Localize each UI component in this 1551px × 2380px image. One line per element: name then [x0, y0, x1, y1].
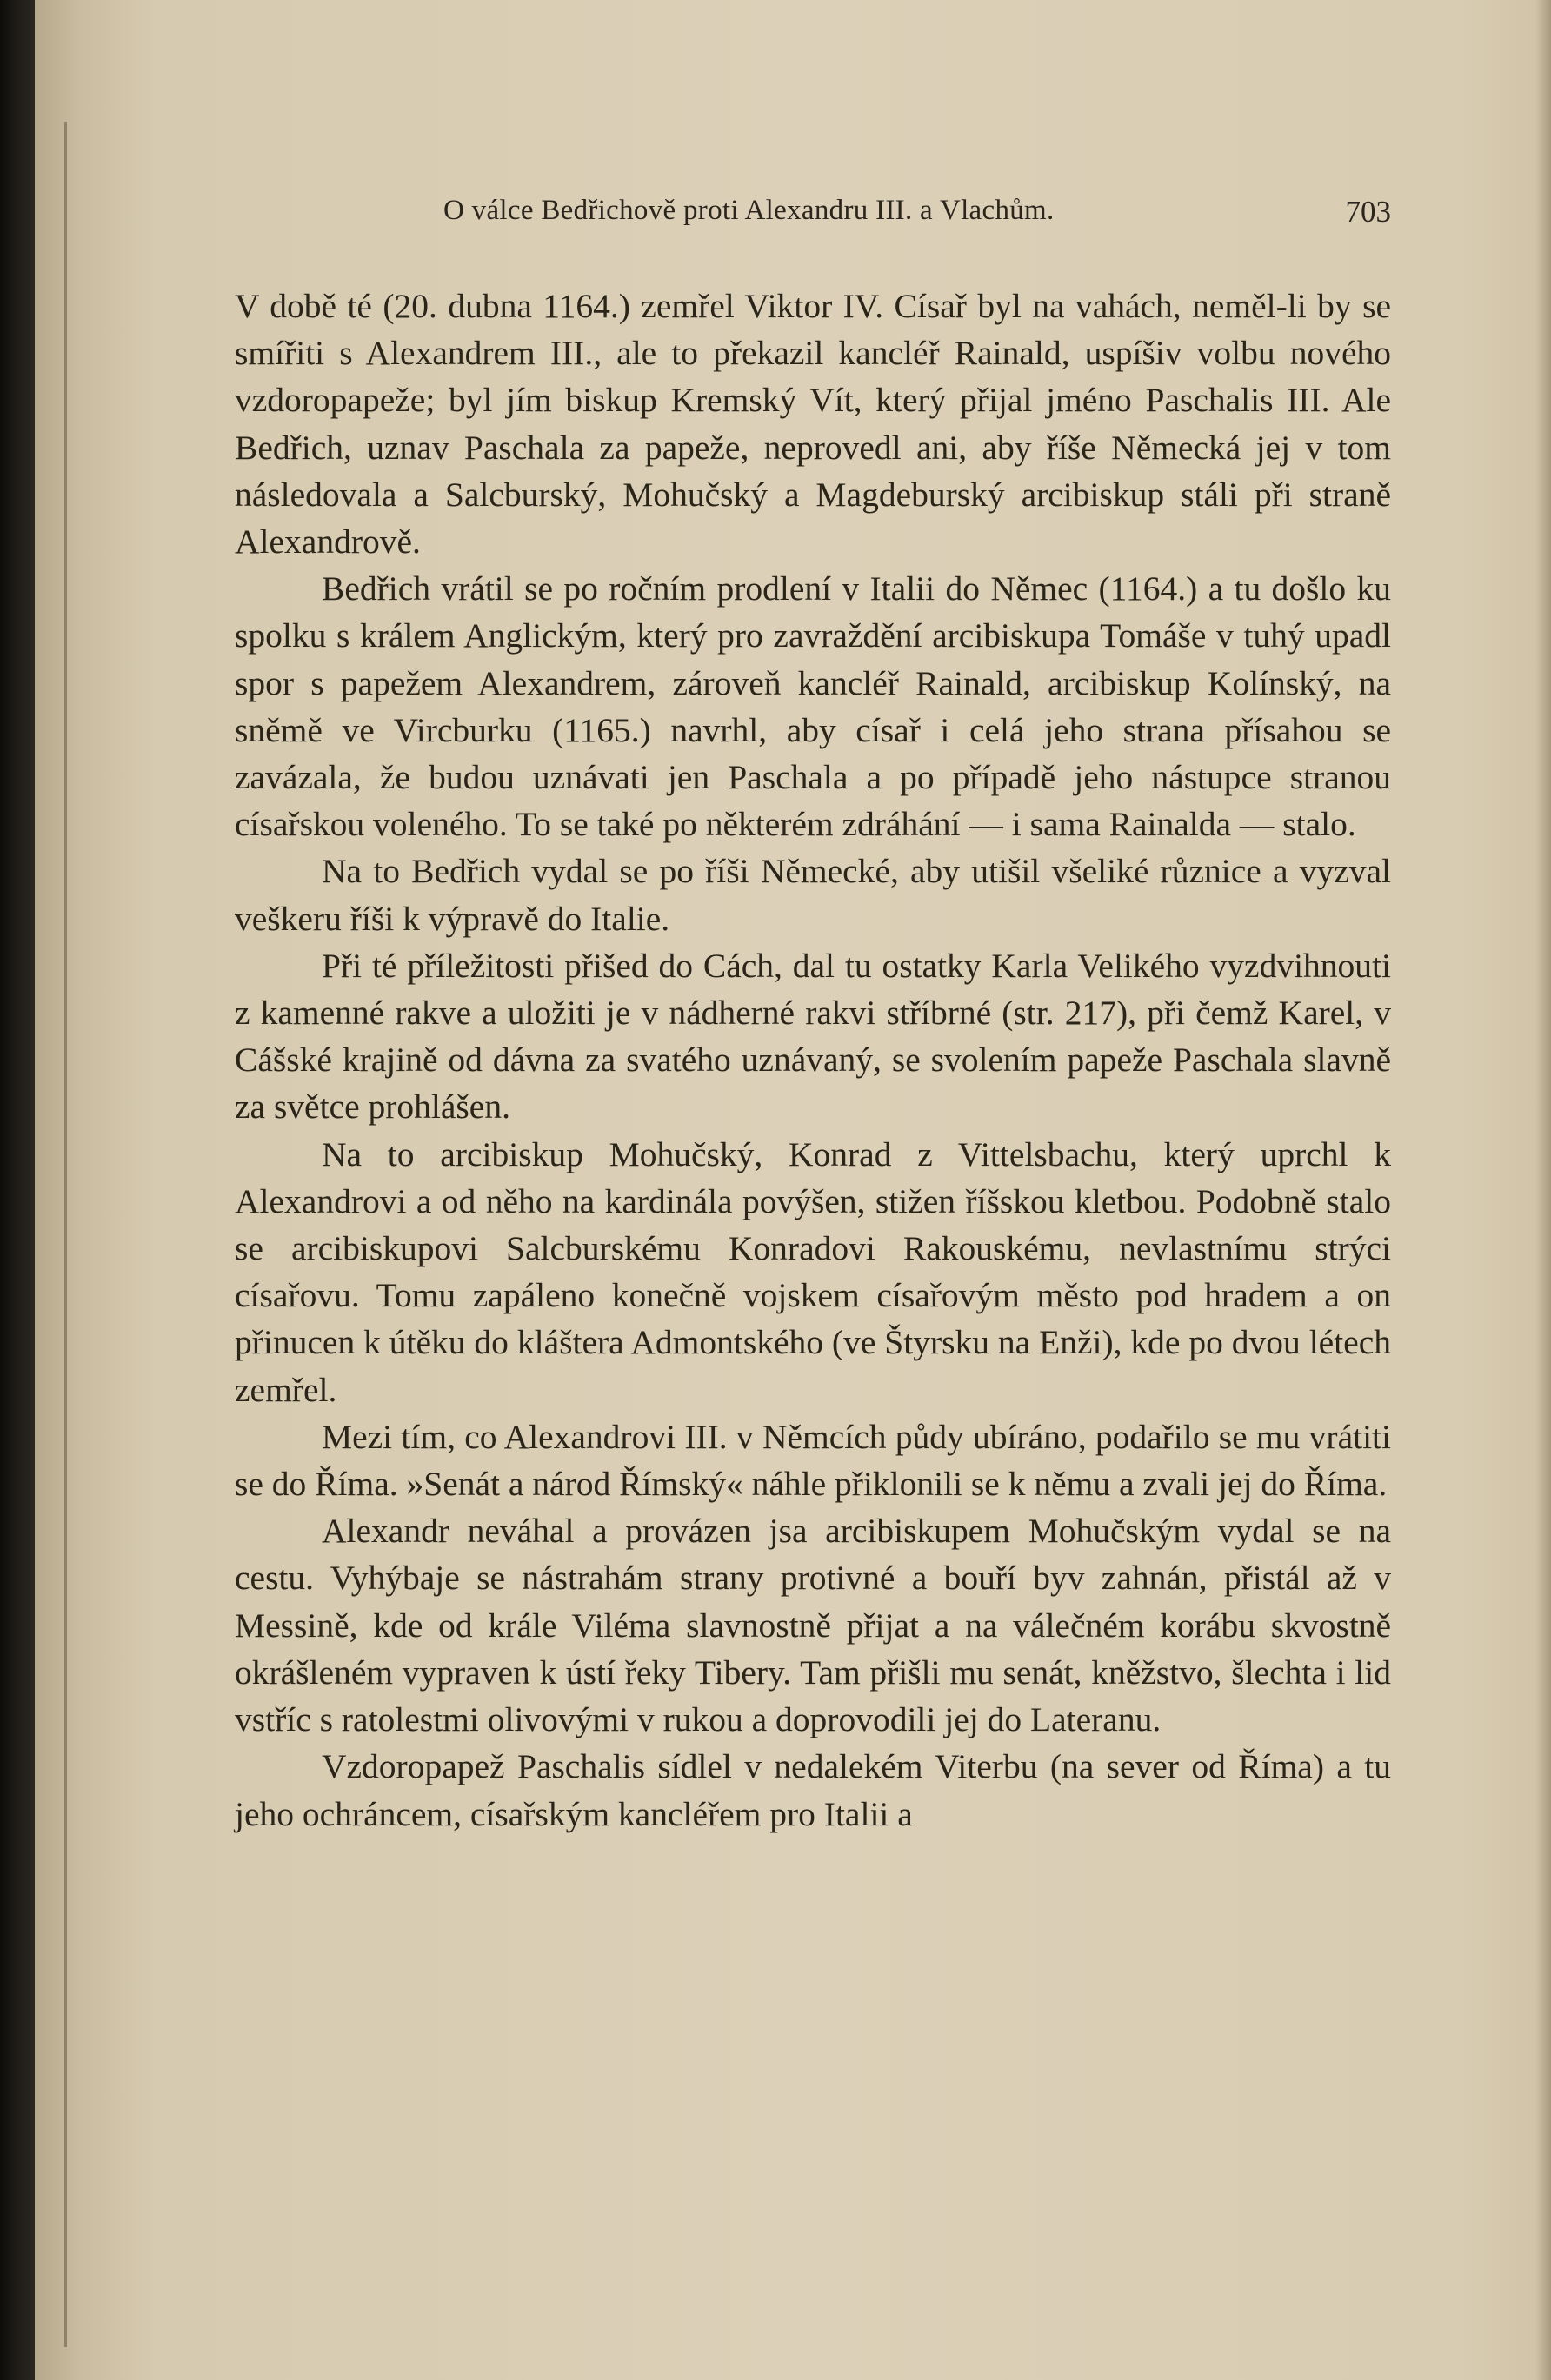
paragraph: Vzdoropapež Paschalis sídlel v nedalekém Viterbu (na sever od Říma) a tu jeho ochráncem, císařským kancléřem pro Italii a — [235, 1747, 1391, 1833]
running-title: O válce Bedřichově proti Alexandru III. a Vlachům. — [443, 195, 1055, 226]
book-page — [35, 0, 1551, 2380]
body-text — [235, 283, 1391, 1838]
paragraph: Alexandr neváhal a provázen jsa arcibiskupem Mohučským vydal se na cestu. Vyhýbaje se nástrahám strany protivné a bouří byv zahnán, přistál až v Messině, kde od krále Viléma slavnostně přijat a na válečném korábu skvostně okrášleném vypraven k ústí řeky Tibery. Tam přišli mu senát, kněžstvo, šlechta i lid vstříc s ratolestmi olivovými v rukou a doprovodili jej do Lateranu. — [235, 1512, 1391, 1739]
book-spine — [0, 0, 35, 2380]
paragraph: Mezi tím, co Alexandrovi III. v Němcích půdy ubíráno, podařilo se mu vrátiti se do Říma. »Senát a národ Římský« náhle přiklonili se k němu a zvali jej do Říma. — [235, 1417, 1391, 1504]
page-edge-shadow — [1535, 0, 1551, 2380]
paragraph: V době té (20. dubna 1164.) zemřel Viktor IV. Císař byl na vahách, neměl-li by se smířiti s Alexandrem III., ale to překazil kancléř Rainald, uspíšiv volbu nového vzdoropapeže; byl jím biskup Kremský Vít, který přijal jméno Paschalis III. Ale Bedřich, uznav Paschala za papeže, neprovedl ani, aby říše Německá jej v tom následovala a Salcburský, Mohučský a Magdeburský arcibiskup stáli při straně Alexandrově. — [235, 287, 1391, 562]
paragraph: Bedřich vrátil se po ročním prodlení v Italii do Němec (1164.) a tu došlo ku spolku s králem Anglickým, který pro zavraždění arcibiskupa Tomáše v tuhý upadl spor s papežem Alexandrem, zároveň kancléř Rainald, arcibiskup Kolínský, na sněmě ve Vircburku (1165.) navrhl, aby císař i celá jeho strana přísahou se zavázala, že budou uznávati jen Paschala a po případě jeho nástupce stranou císařskou voleného. To se také po některém zdráhání — i sama Rainalda — stalo. — [235, 569, 1391, 844]
paragraph: Při té příležitosti přišed do Cách, dal tu ostatky Karla Velikého vyzdvihnouti z kamenné rakve a uložiti je v nádherné rakvi stříbrné (str. 217), při čemž Karel, v Cášské krajině od dávna za svatého uznávaný, se svolením papeže Paschala slavně za světce prohlášen. — [235, 946, 1391, 1127]
paragraph: Na to arcibiskup Mohučský, Konrad z Vittelsbachu, který uprchl k Alexandrovi a od něho na kardinála povýšen, stižen říšskou kletbou. Podobně stalo se arcibiskupovi Salcburskému Konradovi Rakouskému, nevlastnímu strýci císařovu. Tomu zapáleno konečně vojskem císařovým město pod hradem a on přinucen k útěku do kláštera Admontského (ve Štyrsku na Enži), kde po dvou létech zemřel. — [235, 1134, 1391, 1409]
gutter-line — [64, 122, 67, 2347]
paragraph: Na to Bedřich vydal se po říši Německé, aby utišil všeliké různice a vyzval veškeru říši k výpravě do Italie. — [235, 852, 1391, 938]
running-header — [209, 195, 1391, 243]
page-number: 703 — [1345, 195, 1391, 229]
